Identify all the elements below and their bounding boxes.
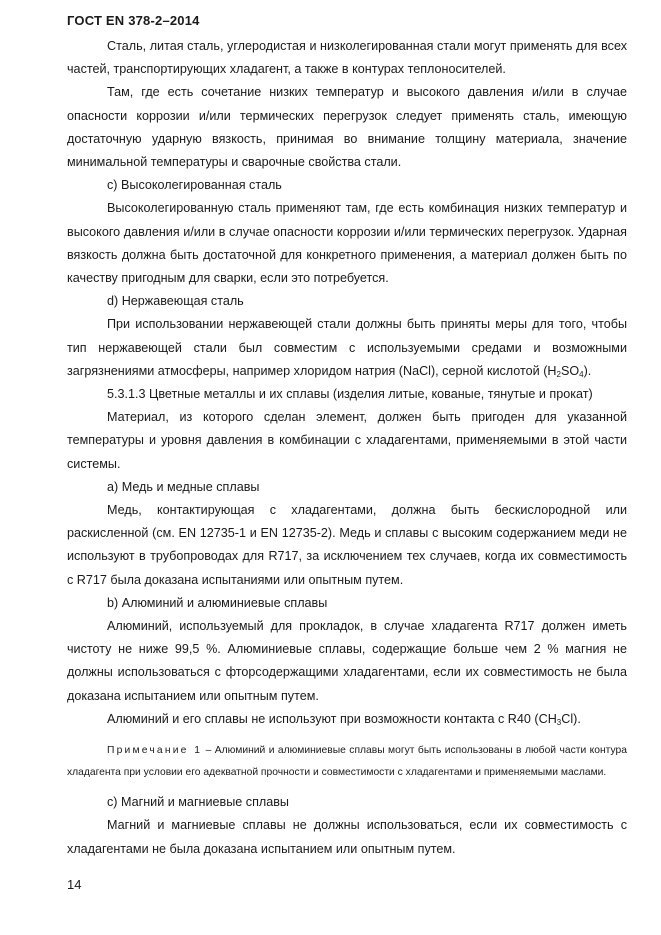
heading-stainless-steel: d) Нержавеющая сталь [107,294,244,309]
paragraph-copper: Медь, контактирующая с хладагентами, должна быть бескислородной или раскисленной (см. EN 12735-1 и EN 12735-2). Медь и сплавы с высоким содержанием меди не используют в трубопроводах для R717, за исключением тех случаев, когда их совместимость с R717 была доказана испытаниями или опытным путем. [67,503,627,587]
paragraph-material: Материал, из которого сделан элемент, должен быть пригоден для указанной температуры и уровня давления в комбинации с хладагентами, применяемыми в этой части системы. [67,410,627,471]
paragraph-low-temp: Там, где есть сочетание низких температур и высокого давления и/или в случае опасности коррозии и/или термических перегрузок следует применять сталь, имеющую достаточную ударную вязкость, принимая во внимание толщину материала, значение минимальной температуры и сварочные свойства стали. [67,85,627,170]
note-text: – Алюминий и алюминиевые сплавы могут быть использованы в любой части контура хладагента при условии его адекватной прочности и совместимости с хладагентами и применяемыми маслами. [67,745,627,778]
paragraph-steel: Сталь, литая сталь, углеродистая и низколегированная стали могут применять для всех частей, транспортирующих хладагент, а также в контурах теплоносителей. [67,39,627,77]
page-number: 14 [67,877,82,892]
paragraph-stainless: При использовании нержавеющей стали должны быть приняты меры для того, чтобы тип нержавеющей стали был совместим с используемыми средами и возможными загрязнениями атмосферы, например хлоридом натрия (NaCl), серной кислотой $(H_2SO_4)$. [67,317,627,379]
document-body [67,35,627,861]
heading-aluminium: b) Алюминий и алюминиевые сплавы [107,595,328,610]
heading-copper: a) Медь и медные сплавы [107,479,260,494]
heading-section-5-3-1-3: 5.3.1.3 Цветные металлы и их сплавы (изделия литые, кованые, тянутые и прокат) [107,387,593,402]
paragraph-high-alloy: Высоколегированную сталь применяют там, где есть комбинация низких температур и высокого давления и/или в случае опасности коррозии и/или термических перегрузок. Ударная вязкость должна быть достаточной для конкретного применения, а материал должен быть по качеству пригодным для сварки, если это потребуется. [67,201,627,286]
document-header: ГОСТ EN 378-2–2014 [67,13,200,28]
note-label: Примечание 1 [107,745,203,757]
note-1 [67,740,627,783]
paragraph-aluminium: Алюминий, используемый для прокладок, в случае хладагента R717 должен иметь чистоту не ниже 99,5 %. Алюминиевые сплавы, содержащие больше чем 2 % магния не должны использоваться с фторсодержащими хладагентами, если их совместимость не была доказана испытанием или опытным путем. [67,619,627,703]
paragraph-aluminium-r40: Алюминий и его сплавы не используют при возможности контакта с R40 $(CH_3Cl)$. [107,711,581,727]
heading-high-alloy-steel: c) Высоколегированная сталь [107,178,282,193]
paragraph-magnesium: Магний и магниевые сплавы не должны использоваться, если их совместимость с хладагентами не была доказана испытанием или опытным путем. [67,818,627,856]
heading-magnesium: c) Магний и магниевые сплавы [107,795,289,810]
